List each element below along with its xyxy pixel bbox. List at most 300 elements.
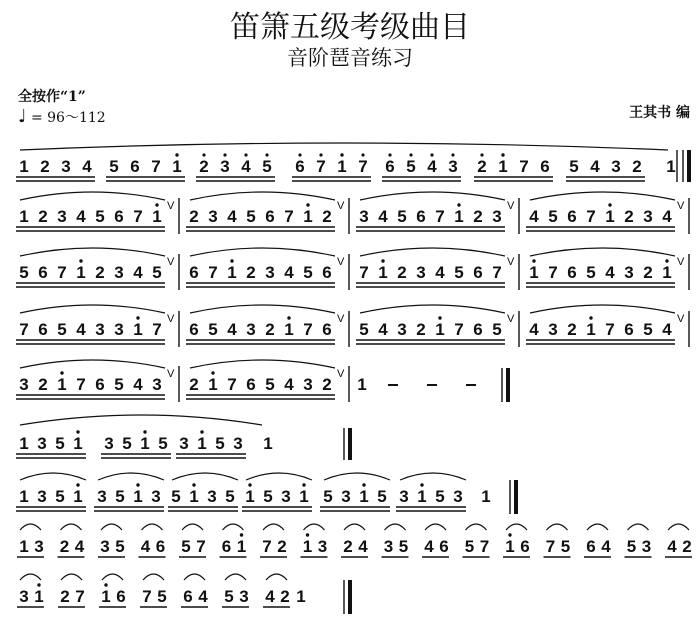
- note: 1: [359, 487, 369, 506]
- note: 6: [221, 537, 232, 556]
- octave-dot-above: [302, 483, 305, 486]
- note: 3: [97, 487, 107, 506]
- note: 1: [662, 263, 672, 282]
- note: 1: [34, 587, 44, 606]
- note: 3: [548, 320, 558, 339]
- note: 3: [152, 375, 162, 394]
- note: 7: [519, 157, 529, 176]
- note: 1: [263, 434, 273, 453]
- note: 3: [61, 157, 71, 176]
- page-title: 笛箫五级考级曲目: [230, 10, 470, 45]
- octave-dot-above: [104, 583, 107, 586]
- slur-arc: [98, 473, 164, 480]
- note: 1: [417, 487, 427, 506]
- note: 4: [662, 320, 672, 339]
- note: 3: [641, 537, 652, 556]
- note: 1: [302, 537, 313, 556]
- note: 1: [57, 375, 67, 394]
- note: 5: [57, 320, 67, 339]
- note: 4: [667, 537, 677, 556]
- octave-dot-above: [60, 371, 63, 374]
- note: 4: [140, 537, 151, 556]
- breath-mark: V: [167, 200, 175, 212]
- note: 3: [303, 375, 313, 394]
- note: 6: [114, 207, 124, 226]
- note: 6: [439, 537, 449, 556]
- octave-dot-above: [79, 259, 82, 262]
- note: 3: [57, 207, 67, 226]
- note: 6: [416, 207, 426, 226]
- note: 6: [567, 207, 577, 226]
- octave-dot-above: [438, 316, 441, 319]
- note: 3: [611, 157, 621, 176]
- octave-dot-above: [306, 533, 309, 536]
- note: 2: [682, 537, 692, 556]
- note: 6: [265, 207, 275, 226]
- octave-dot-above: [248, 483, 251, 486]
- note: 2: [624, 207, 634, 226]
- note: 1: [133, 487, 143, 506]
- octave-dot-above: [508, 533, 511, 536]
- octave-dot-above: [37, 583, 40, 586]
- note: 4: [284, 375, 294, 394]
- note: 6: [473, 320, 483, 339]
- note: 1: [245, 487, 255, 506]
- note: 3: [453, 487, 463, 506]
- note: 2: [473, 207, 483, 226]
- slur-arc: [142, 524, 163, 530]
- note: 5: [115, 487, 125, 506]
- note: 5: [55, 487, 65, 506]
- note: 4: [605, 263, 615, 282]
- note: 1: [133, 320, 143, 339]
- note: 3: [37, 487, 47, 506]
- note: 4: [76, 207, 86, 226]
- note: 1: [378, 263, 388, 282]
- slur-arc: [530, 192, 675, 200]
- octave-dot-above: [211, 371, 214, 374]
- octave-dot-above: [409, 153, 412, 156]
- slur-arc: [101, 524, 122, 530]
- note: 5: [398, 537, 409, 556]
- octave-dot-above: [480, 153, 483, 156]
- note: 3: [359, 207, 369, 226]
- note: 4: [74, 537, 85, 556]
- note: 7: [454, 320, 464, 339]
- note: 5: [171, 487, 181, 506]
- note: 4: [133, 375, 143, 394]
- octave-dot-above: [76, 430, 79, 433]
- note: 7: [358, 157, 368, 176]
- note: 1: [498, 157, 508, 176]
- note: 3: [114, 320, 124, 339]
- note: 3: [34, 537, 44, 556]
- note: 4: [378, 320, 388, 339]
- note: 2: [322, 207, 332, 226]
- note: 1: [666, 157, 676, 176]
- octave-dot-above: [287, 316, 290, 319]
- note: 5: [265, 375, 275, 394]
- note: 6: [540, 157, 550, 176]
- note: 3: [114, 263, 124, 282]
- octave-dot-above: [589, 316, 592, 319]
- slur-arc: [246, 473, 312, 480]
- slur-arc: [190, 360, 335, 368]
- note: 7: [151, 157, 161, 176]
- octave-dot-above: [361, 153, 364, 156]
- note: 3: [383, 537, 394, 556]
- note: 5: [215, 434, 225, 453]
- breath-mark: V: [677, 313, 685, 325]
- note: 5: [397, 207, 407, 226]
- slur-arc: [184, 574, 205, 580]
- note: 5: [95, 207, 105, 226]
- note: 5: [406, 157, 416, 176]
- note: 5: [109, 157, 119, 176]
- note: 4: [241, 157, 251, 176]
- note: 5: [262, 157, 272, 176]
- note: 7: [479, 537, 490, 556]
- slur-arc: [20, 360, 165, 368]
- octave-dot-above: [532, 259, 535, 262]
- note: 2: [189, 375, 199, 394]
- note: 7: [359, 263, 369, 282]
- note: 3: [104, 434, 114, 453]
- note: 3: [317, 537, 328, 556]
- octave-dot-above: [388, 153, 391, 156]
- note: 6: [385, 157, 395, 176]
- note: 2: [189, 207, 199, 226]
- slur-arc: [182, 524, 203, 530]
- note: 5: [263, 487, 273, 506]
- slur-arc: [360, 248, 505, 256]
- note: 5: [19, 263, 29, 282]
- slur-arc: [20, 143, 668, 150]
- octave-dot-above: [175, 153, 178, 156]
- slur-arc: [530, 248, 675, 256]
- slur-arc: [360, 305, 505, 313]
- note: 2: [343, 537, 353, 556]
- note: 7: [57, 263, 67, 282]
- slur-arc: [324, 473, 390, 480]
- slur-arc: [20, 415, 262, 425]
- breath-mark: V: [677, 256, 685, 268]
- note: 7: [548, 263, 558, 282]
- note: 1: [172, 157, 182, 176]
- octave-dot-above: [451, 153, 454, 156]
- note: 3: [95, 320, 105, 339]
- note: 2: [322, 375, 332, 394]
- note: 6: [246, 375, 256, 394]
- breath-mark: V: [507, 200, 515, 212]
- note: 1: [236, 537, 247, 556]
- octave-dot-above: [362, 483, 365, 486]
- note: 2: [265, 320, 275, 339]
- note: 4: [590, 157, 600, 176]
- note: 1: [101, 587, 111, 606]
- note: 3: [179, 434, 189, 453]
- note: 4: [662, 207, 672, 226]
- breath-mark: V: [507, 256, 515, 268]
- octave-dot-above: [200, 430, 203, 433]
- slur-arc: [304, 524, 325, 530]
- note: 2: [38, 375, 48, 394]
- slur-arc: [20, 473, 86, 480]
- tempo-value: = 96～112: [30, 110, 106, 126]
- octave-dot-above: [136, 483, 139, 486]
- note: 2: [59, 537, 70, 556]
- octave-dot-above: [665, 259, 668, 262]
- octave-dot-above: [143, 430, 146, 433]
- slur-arc: [466, 524, 487, 530]
- note: 2: [246, 263, 256, 282]
- slur-arc: [223, 524, 244, 530]
- note: 5: [55, 434, 65, 453]
- slur-arc: [190, 192, 335, 200]
- note: 6: [295, 157, 305, 176]
- note: 6: [322, 320, 332, 339]
- note: 4: [601, 537, 611, 556]
- note: 1: [19, 157, 29, 176]
- octave-dot-above: [230, 259, 233, 262]
- note: 3: [281, 487, 291, 506]
- note: 2: [199, 157, 209, 176]
- note: 1: [586, 320, 596, 339]
- note: 3: [19, 587, 29, 606]
- note: 5: [548, 207, 558, 226]
- note: 5: [115, 537, 125, 556]
- slur-arc: [20, 192, 165, 200]
- note: 1: [296, 587, 306, 606]
- note: 1: [505, 537, 515, 556]
- note: 5: [464, 537, 475, 556]
- note: 4: [435, 263, 445, 282]
- note: 7: [262, 537, 272, 556]
- slur-arc: [172, 473, 238, 480]
- note: 3: [233, 434, 243, 453]
- note: 7: [196, 537, 206, 556]
- note: 5: [377, 487, 387, 506]
- note: 5: [158, 434, 168, 453]
- note: 1: [73, 434, 83, 453]
- slur-arc: [530, 305, 675, 313]
- note: 7: [76, 375, 86, 394]
- octave-dot-above: [202, 153, 205, 156]
- breath-mark: V: [337, 313, 345, 325]
- note: 2: [280, 587, 290, 606]
- note: 3: [399, 487, 409, 506]
- note: 1: [19, 537, 29, 556]
- octave-dot-above: [240, 533, 243, 536]
- note: 4: [284, 263, 294, 282]
- note: 1: [19, 434, 29, 453]
- note: 4: [198, 587, 208, 606]
- note: 7: [492, 263, 502, 282]
- slur-arc: [190, 248, 335, 256]
- note: 7: [316, 157, 326, 176]
- slur-arc: [263, 524, 284, 530]
- note: 2: [632, 157, 642, 176]
- octave-dot-above: [501, 153, 504, 156]
- note: 2: [38, 207, 48, 226]
- note: 5: [157, 587, 167, 606]
- note: 1: [208, 375, 218, 394]
- note: 2: [277, 537, 287, 556]
- note: 5: [303, 263, 313, 282]
- author-credit: 王其书 编: [629, 105, 690, 121]
- slur-arc: [61, 524, 82, 530]
- breath-mark: V: [167, 256, 175, 268]
- note: 7: [586, 207, 596, 226]
- octave-dot-above: [265, 153, 268, 156]
- note: 7: [19, 320, 29, 339]
- slur-arc: [20, 524, 41, 530]
- note: 1: [76, 263, 86, 282]
- note: 6: [189, 263, 199, 282]
- note: 3: [341, 487, 351, 506]
- note: 3: [624, 263, 634, 282]
- note: 1: [73, 487, 83, 506]
- note: 1: [140, 434, 150, 453]
- note: 5: [323, 487, 333, 506]
- note: 2: [397, 263, 407, 282]
- slur-arc: [20, 248, 165, 256]
- note: 2: [643, 263, 653, 282]
- note: 2: [477, 157, 487, 176]
- note: 6: [130, 157, 140, 176]
- octave-dot-above: [136, 316, 139, 319]
- note: 7: [545, 537, 556, 556]
- slur-arc: [102, 574, 123, 580]
- note: 5: [225, 487, 235, 506]
- note: 7: [435, 207, 445, 226]
- note: 1: [284, 320, 294, 339]
- note: 5: [569, 157, 579, 176]
- note: 7: [208, 263, 218, 282]
- note: 5: [152, 263, 162, 282]
- note: 2: [60, 587, 70, 606]
- breath-mark: V: [677, 200, 685, 212]
- note: 7: [75, 587, 85, 606]
- note: 6: [624, 320, 634, 339]
- note: 3: [208, 207, 218, 226]
- note: 7: [227, 375, 237, 394]
- note: 3: [239, 587, 249, 606]
- note: 5: [435, 487, 445, 506]
- note: 3: [207, 487, 217, 506]
- note: 3: [265, 263, 275, 282]
- note: 6: [183, 587, 193, 606]
- octave-dot-above: [340, 153, 343, 156]
- slur-arc: [20, 574, 41, 580]
- slur-arc: [587, 524, 608, 530]
- octave-dot-above: [298, 153, 301, 156]
- note: 6: [322, 263, 332, 282]
- octave-dot-above: [608, 203, 611, 206]
- slur-arc: [668, 524, 689, 530]
- slur-arc: [225, 574, 246, 580]
- note: 1: [529, 263, 539, 282]
- slur-arc: [400, 473, 466, 480]
- note: 1: [152, 207, 162, 226]
- note: 4: [133, 263, 143, 282]
- note: 1: [337, 157, 347, 176]
- note: 1: [197, 434, 207, 453]
- note: 5: [586, 263, 596, 282]
- note: 3: [37, 434, 47, 453]
- note: 1: [357, 375, 367, 394]
- note: 6: [586, 537, 596, 556]
- note: 1: [19, 207, 29, 226]
- note: 3: [246, 320, 256, 339]
- note: 3: [416, 263, 426, 282]
- note: 2: [95, 263, 105, 282]
- octave-dot-above: [457, 203, 460, 206]
- slur-arc: [360, 192, 505, 200]
- slur-arc: [628, 524, 649, 530]
- octave-dot-above: [430, 153, 433, 156]
- note: 4: [358, 537, 368, 556]
- note: 5: [492, 320, 502, 339]
- note: 6: [38, 263, 48, 282]
- octave-dot-above: [76, 483, 79, 486]
- note: 5: [246, 207, 256, 226]
- note: 4: [529, 320, 539, 339]
- octave-dot-above: [319, 153, 322, 156]
- octave-dot-above: [381, 259, 384, 262]
- page-subtitle: 音阶琶音练习: [287, 46, 413, 70]
- note: 3: [19, 375, 29, 394]
- breath-mark: V: [337, 368, 345, 380]
- note: 1: [227, 263, 237, 282]
- slur-arc: [143, 574, 164, 580]
- note: 4: [427, 157, 437, 176]
- note: 7: [142, 587, 152, 606]
- note: 7: [152, 320, 162, 339]
- octave-dot-above: [244, 153, 247, 156]
- note: 2: [40, 157, 50, 176]
- note: 6: [95, 375, 105, 394]
- breath-mark: V: [337, 200, 345, 212]
- note: 1: [303, 207, 313, 226]
- note: 3: [492, 207, 502, 226]
- note: 3: [151, 487, 161, 506]
- note: 5: [626, 537, 637, 556]
- note: 1: [454, 207, 464, 226]
- slur-arc: [425, 524, 446, 530]
- fingering-label: 全按作“1”: [18, 89, 86, 105]
- note: 5: [114, 375, 124, 394]
- breath-mark: V: [167, 368, 175, 380]
- slur-arc: [385, 524, 406, 530]
- octave-dot-above: [420, 483, 423, 486]
- octave-dot-above: [306, 203, 309, 206]
- note: 6: [155, 537, 166, 556]
- note: 6: [473, 263, 483, 282]
- note: 7: [284, 207, 294, 226]
- note: 7: [303, 320, 313, 339]
- slur-arc: [20, 305, 165, 313]
- note: 1: [189, 487, 199, 506]
- note: 2: [416, 320, 426, 339]
- note: 3: [100, 537, 110, 556]
- note: 5: [181, 537, 191, 556]
- note: 6: [567, 263, 577, 282]
- slur-arc: [61, 574, 82, 580]
- note: 1: [481, 487, 491, 506]
- quarter-note-icon: ♩: [18, 106, 27, 127]
- note: 4: [265, 587, 275, 606]
